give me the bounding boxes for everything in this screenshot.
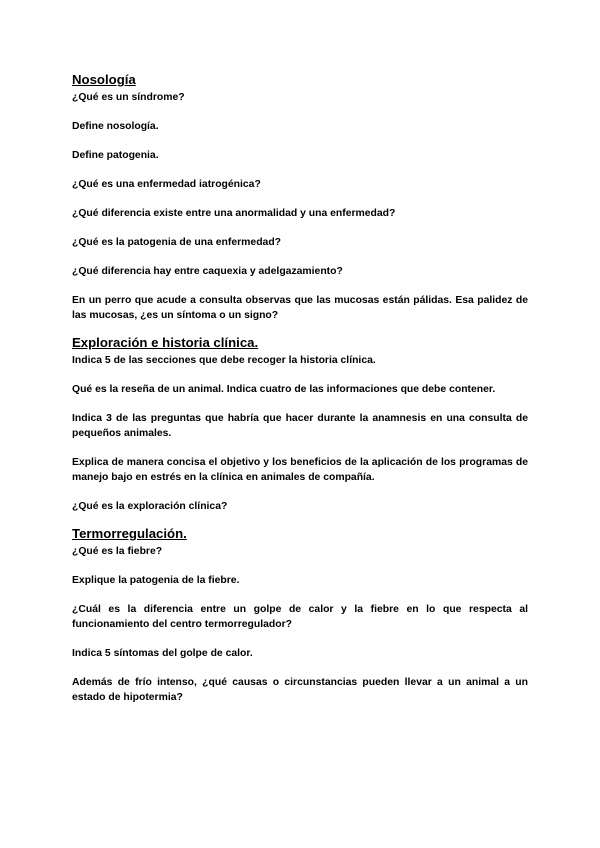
document-page	[72, 72, 528, 705]
question: Indica 5 síntomas del golpe de calor.	[72, 648, 253, 659]
question: ¿Qué diferencia hay entre caquexia y adelgazamiento?	[72, 266, 343, 277]
question: Además de frío intenso, ¿qué causas o circunstancias pueden llevar a un animal a un estado de hipotermia?	[72, 677, 528, 703]
question: ¿Qué es la fiebre?	[72, 546, 163, 557]
section-exploracion	[72, 335, 528, 514]
section-title: Termorregulación.	[72, 526, 187, 541]
question: Explique la patogenia de la fiebre.	[72, 575, 240, 586]
question: ¿Qué diferencia existe entre una anormalidad y una enfermedad?	[72, 208, 396, 219]
question: Qué es la reseña de un animal. Indica cuatro de las informaciones que debe contener.	[72, 384, 496, 395]
section-nosologia	[72, 72, 528, 323]
question: Define patogenia.	[72, 150, 159, 161]
question: ¿Qué es la exploración clínica?	[72, 501, 228, 512]
question: Define nosología.	[72, 121, 159, 132]
question: ¿Qué es una enfermedad iatrogénica?	[72, 179, 261, 190]
question: Indica 5 de las secciones que debe recoger la historia clínica.	[72, 355, 376, 366]
question: En un perro que acude a consulta observas que las mucosas están pálidas. Esa palidez de las mucosas, ¿es un síntoma o un signo?	[72, 295, 528, 321]
question: Indica 3 de las preguntas que habría que hacer durante la anamnesis en una consulta de pequeños animales.	[72, 413, 528, 439]
section-title: Exploración e historia clínica.	[72, 335, 259, 350]
question: ¿Qué es la patogenia de una enfermedad?	[72, 237, 282, 248]
question: ¿Qué es un síndrome?	[72, 92, 185, 103]
section-title: Nosología	[72, 72, 136, 87]
question: ¿Cuál es la diferencia entre un golpe de calor y la fiebre en lo que respecta al funcionamiento del centro termorregulador?	[72, 604, 528, 630]
section-termorregulacion	[72, 526, 528, 705]
question: Explica de manera concisa el objetivo y los beneficios de la aplicación de los programas de manejo bajo en estrés en la clínica en animales de compañía.	[72, 457, 528, 483]
